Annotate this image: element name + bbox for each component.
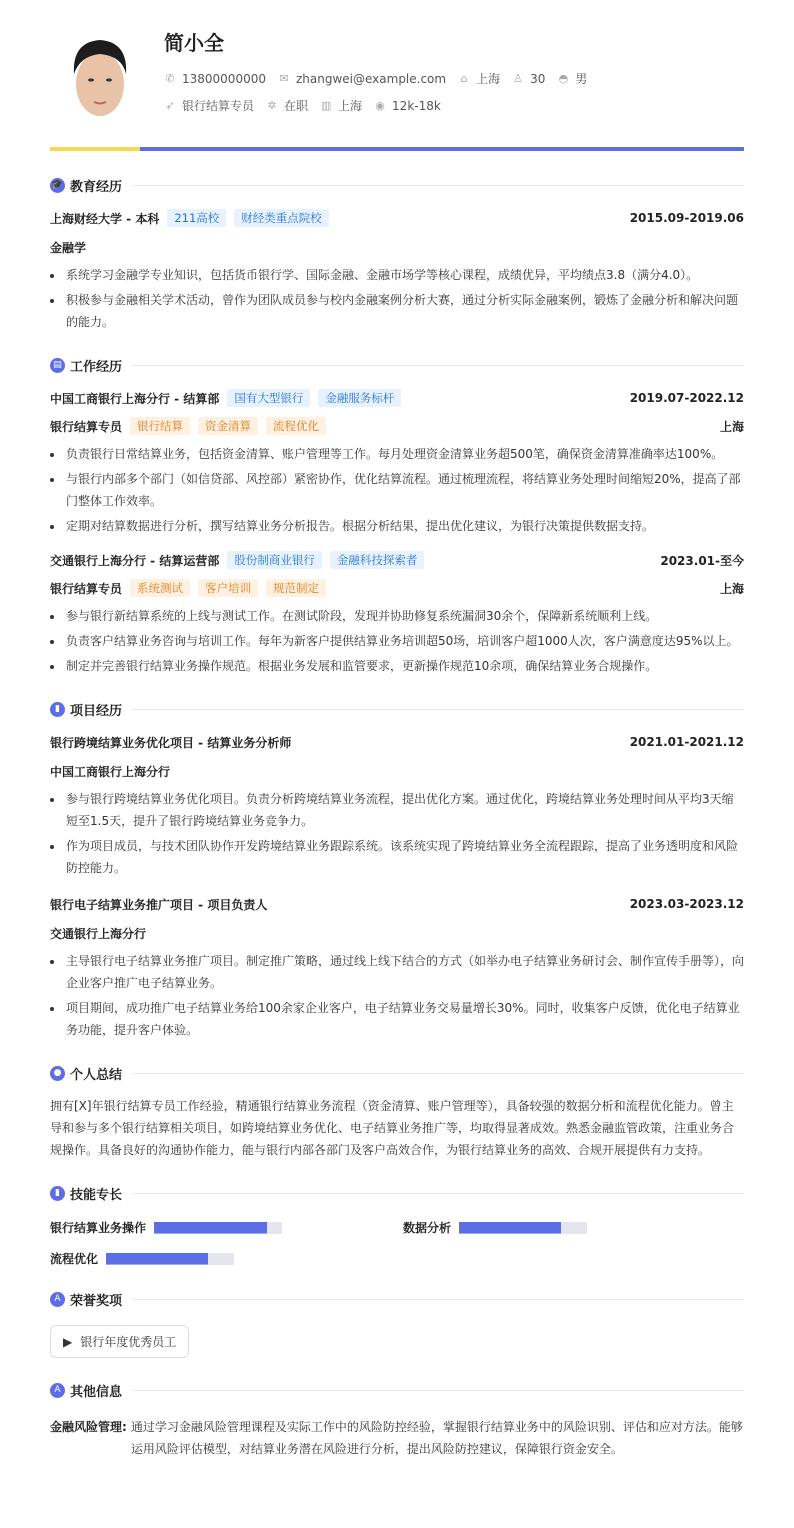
mail-icon: ✉ — [279, 72, 289, 85]
other-value: 通过学习金融风险管理课程及实际工作中的风险防控经验，掌握银行结算业务中的风险识别、评估和应对方法。能够运用风险评估模型，对结算业务潜在风险进行分析，提出风险防控建议，保障银行资金安全。 — [130, 1420, 743, 1456]
skill-bar-fill — [106, 1253, 208, 1265]
list-item: 作为项目成员，与技术团队协作开发跨境结算业务跟踪系统。该系统实现了跨境结算业务全流程跟踪，提高了业务透明度和风险防控能力。 — [50, 835, 744, 879]
tag: 财经类重点院校 — [234, 209, 329, 227]
tag: 股份制商业银行 — [227, 551, 322, 569]
position: 银行结算专员 — [182, 99, 255, 113]
section-title-work: 工作经历 — [70, 359, 123, 375]
briefcase-icon: ▤ — [50, 358, 65, 373]
work-date: 2019.07-2022.12 — [629, 391, 744, 405]
role-group — [50, 579, 326, 597]
list-item: 负责银行日常结算业务，包括资金清算、账户管理等工作。每月处理资金清算业务超500笔，确保资金清算准确率达100%。 — [50, 443, 744, 465]
section-title-summary: 个人总结 — [70, 1067, 123, 1083]
work-role-row — [50, 417, 744, 435]
work-role-row — [50, 579, 744, 597]
work-header — [50, 551, 744, 569]
skill-name: 银行结算业务操作 — [50, 1221, 147, 1235]
edu-date: 2015.09-2019.06 — [629, 211, 744, 225]
gender-icon: ◓ — [558, 72, 569, 85]
project-title-group — [50, 896, 267, 913]
skill-bar-fill — [459, 1222, 561, 1234]
skill-bar-fill — [154, 1222, 267, 1234]
user-icon: ● — [50, 1066, 65, 1081]
status-icon: ✲ — [267, 99, 277, 112]
bullet-list — [34, 605, 744, 677]
send-icon: ➶ — [165, 99, 175, 112]
avatar — [64, 34, 136, 122]
work-title-group — [50, 551, 424, 569]
work-header — [50, 389, 744, 407]
project-name: 银行电子结算业务推广项目 - 项目负责人 — [50, 897, 268, 912]
section-title-other: 其他信息 — [70, 1384, 123, 1400]
list-item: 参与银行新结算系统的上线与测试工作。在测试阶段，发现并协助修复系统漏洞30余个，保障新系统顺利上线。 — [50, 605, 744, 627]
skill-name: 流程优化 — [50, 1252, 99, 1266]
section-title-awards: 荣誉奖项 — [70, 1293, 123, 1309]
school: 上海财经大学 - 本科 — [50, 211, 160, 226]
project-title-group — [50, 734, 291, 751]
section-title-education: 教育经历 — [70, 179, 123, 195]
list-item: 系统学习金融学专业知识，包括货币银行学、国际金融、金融市场学等核心课程，成绩优异，平均绩点3.8（满分4.0）。 — [50, 264, 744, 286]
section-title-skills: 技能专长 — [70, 1187, 123, 1203]
info-icon: A — [50, 1383, 65, 1398]
skill-bar — [154, 1222, 282, 1234]
header-divider — [50, 147, 744, 151]
project-date: 2021.01-2021.12 — [629, 735, 744, 749]
work-date: 2023.01-至今 — [660, 553, 744, 568]
list-item: 参与银行跨境结算业务优化项目。负责分析跨境结算业务流程，提出优化方案。通过优化，跨境结算业务处理时间从平均3天缩短至1.5天，提升了银行跨境结算业务竞争力。 — [50, 788, 744, 832]
list-item: 积极参与金融相关学术活动，曾作为团队成员参与校内金融案例分析大赛，通过分析实际金融案例，锻炼了金融分析和解决问题的能力。 — [50, 289, 744, 333]
project-header — [50, 895, 744, 913]
bullet-list — [34, 788, 744, 879]
tag: 国有大型银行 — [227, 389, 310, 407]
skill-tag: 系统测试 — [130, 579, 190, 597]
skill-tag: 规范制定 — [266, 579, 326, 597]
skill-tag: 流程优化 — [266, 417, 326, 435]
skill-name: 数据分析 — [403, 1221, 452, 1235]
skill-bar — [106, 1253, 234, 1265]
work-city: 上海 — [719, 419, 744, 434]
chart-icon: ▮ — [50, 1186, 65, 1201]
work-title-group — [50, 389, 401, 407]
status: 在职 — [284, 99, 309, 113]
skill-item — [50, 1250, 403, 1267]
skill-tag: 银行结算 — [130, 417, 190, 435]
skill-item — [403, 1219, 744, 1236]
project-name: 银行跨境结算业务优化项目 - 结算业务分析师 — [50, 735, 292, 750]
gender: 男 — [575, 72, 588, 86]
phone: 13800000000 — [182, 71, 266, 86]
role: 银行结算专员 — [50, 419, 123, 434]
tag: 211高校 — [167, 209, 226, 227]
age-icon: ♙ — [513, 72, 524, 85]
project-org: 交通银行上海分行 — [50, 927, 147, 941]
company: 中国工商银行上海分行 - 结算部 — [50, 391, 220, 406]
building-icon: ▥ — [320, 99, 332, 112]
play-icon: ▶ — [63, 1334, 73, 1349]
bullet-list — [34, 950, 744, 1041]
project-date: 2023.03-2023.12 — [629, 897, 744, 911]
company: 交通银行上海分行 - 结算运营部 — [50, 553, 220, 568]
list-item: 定期对结算数据进行分析，撰写结算业务分析报告。根据分析结果，提出优化建议，为银行决策提供数据支持。 — [50, 515, 744, 537]
skill-bar — [459, 1222, 587, 1234]
skill-item — [50, 1219, 403, 1236]
graduation-cap-icon: 🎓 — [50, 178, 65, 193]
salary-icon: ◉ — [375, 99, 385, 112]
work-city: 上海 — [719, 581, 744, 596]
project-org: 中国工商银行上海分行 — [50, 765, 171, 779]
phone-icon: ✆ — [165, 72, 175, 85]
bullet-list — [34, 443, 744, 537]
email: zhangwei@example.com — [295, 71, 447, 86]
summary-text: 拥有[X]年银行结算专员工作经验，精通银行结算业务流程（资金清算、账户管理等），具备较强的数据分析和流程优化能力。曾主导和参与多个银行结算相关项目，如跨境结算业务优化、电子结算业务推广等，均取得显著成效。熟悉金融监管政策，注重业务合规操作。具备良好的沟通协作能力，能与银行内部各部门及客户高效合作，为银行结算业务的高效、合规开展提供有力支持。 — [50, 1099, 735, 1157]
target-city: 上海 — [338, 99, 363, 113]
project-header — [50, 733, 744, 751]
list-item: 主导银行电子结算业务推广项目。制定推广策略，通过线上线下结合的方式（如举办电子结算业务研讨会、制作宣传手册等），向企业客户推广电子结算业务。 — [50, 950, 744, 994]
role: 银行结算专员 — [50, 581, 123, 596]
home-icon: ⌂ — [460, 72, 468, 85]
award-item[interactable] — [50, 1325, 189, 1358]
award-icon: A — [50, 1292, 65, 1307]
candidate-name: 简小全 — [164, 31, 224, 55]
major: 金融学 — [50, 241, 87, 255]
age: 30 — [530, 71, 546, 86]
city: 上海 — [476, 72, 501, 86]
section-title-projects: 项目经历 — [70, 703, 123, 719]
skill-tag: 客户培训 — [198, 579, 258, 597]
award-label: 银行年度优秀员工 — [80, 1335, 177, 1349]
list-item: 负责客户结算业务咨询与培训工作。每年为新客户提供结算业务培训超50场，培训客户超1000人次，客户满意度达95%以上。 — [50, 630, 744, 652]
tag: 金融服务标杆 — [318, 389, 401, 407]
role-group — [50, 417, 326, 435]
list-item: 项目期间，成功推广电子结算业务给100余家企业客户，电子结算业务交易量增长30%。同时，收集客户反馈，优化电子结算业务功能，提升客户体验。 — [50, 997, 744, 1041]
tag: 金融科技探索者 — [330, 551, 425, 569]
other-key: 金融风险管理: — [50, 1420, 127, 1434]
salary: 12k-18k — [392, 98, 441, 113]
list-item: 与银行内部多个部门（如信贷部、风控部）紧密协作，优化结算流程。通过梳理流程，将结算业务处理时间缩短20%，提高了部门整体工作效率。 — [50, 468, 744, 512]
list-item: 制定并完善银行结算业务操作规范。根据业务发展和监管要求，更新操作规范10余项，确保结算业务合规操作。 — [50, 655, 744, 677]
skill-tag: 资金清算 — [198, 417, 258, 435]
resume-header — [50, 0, 744, 147]
chart-icon: ▮ — [50, 702, 65, 717]
